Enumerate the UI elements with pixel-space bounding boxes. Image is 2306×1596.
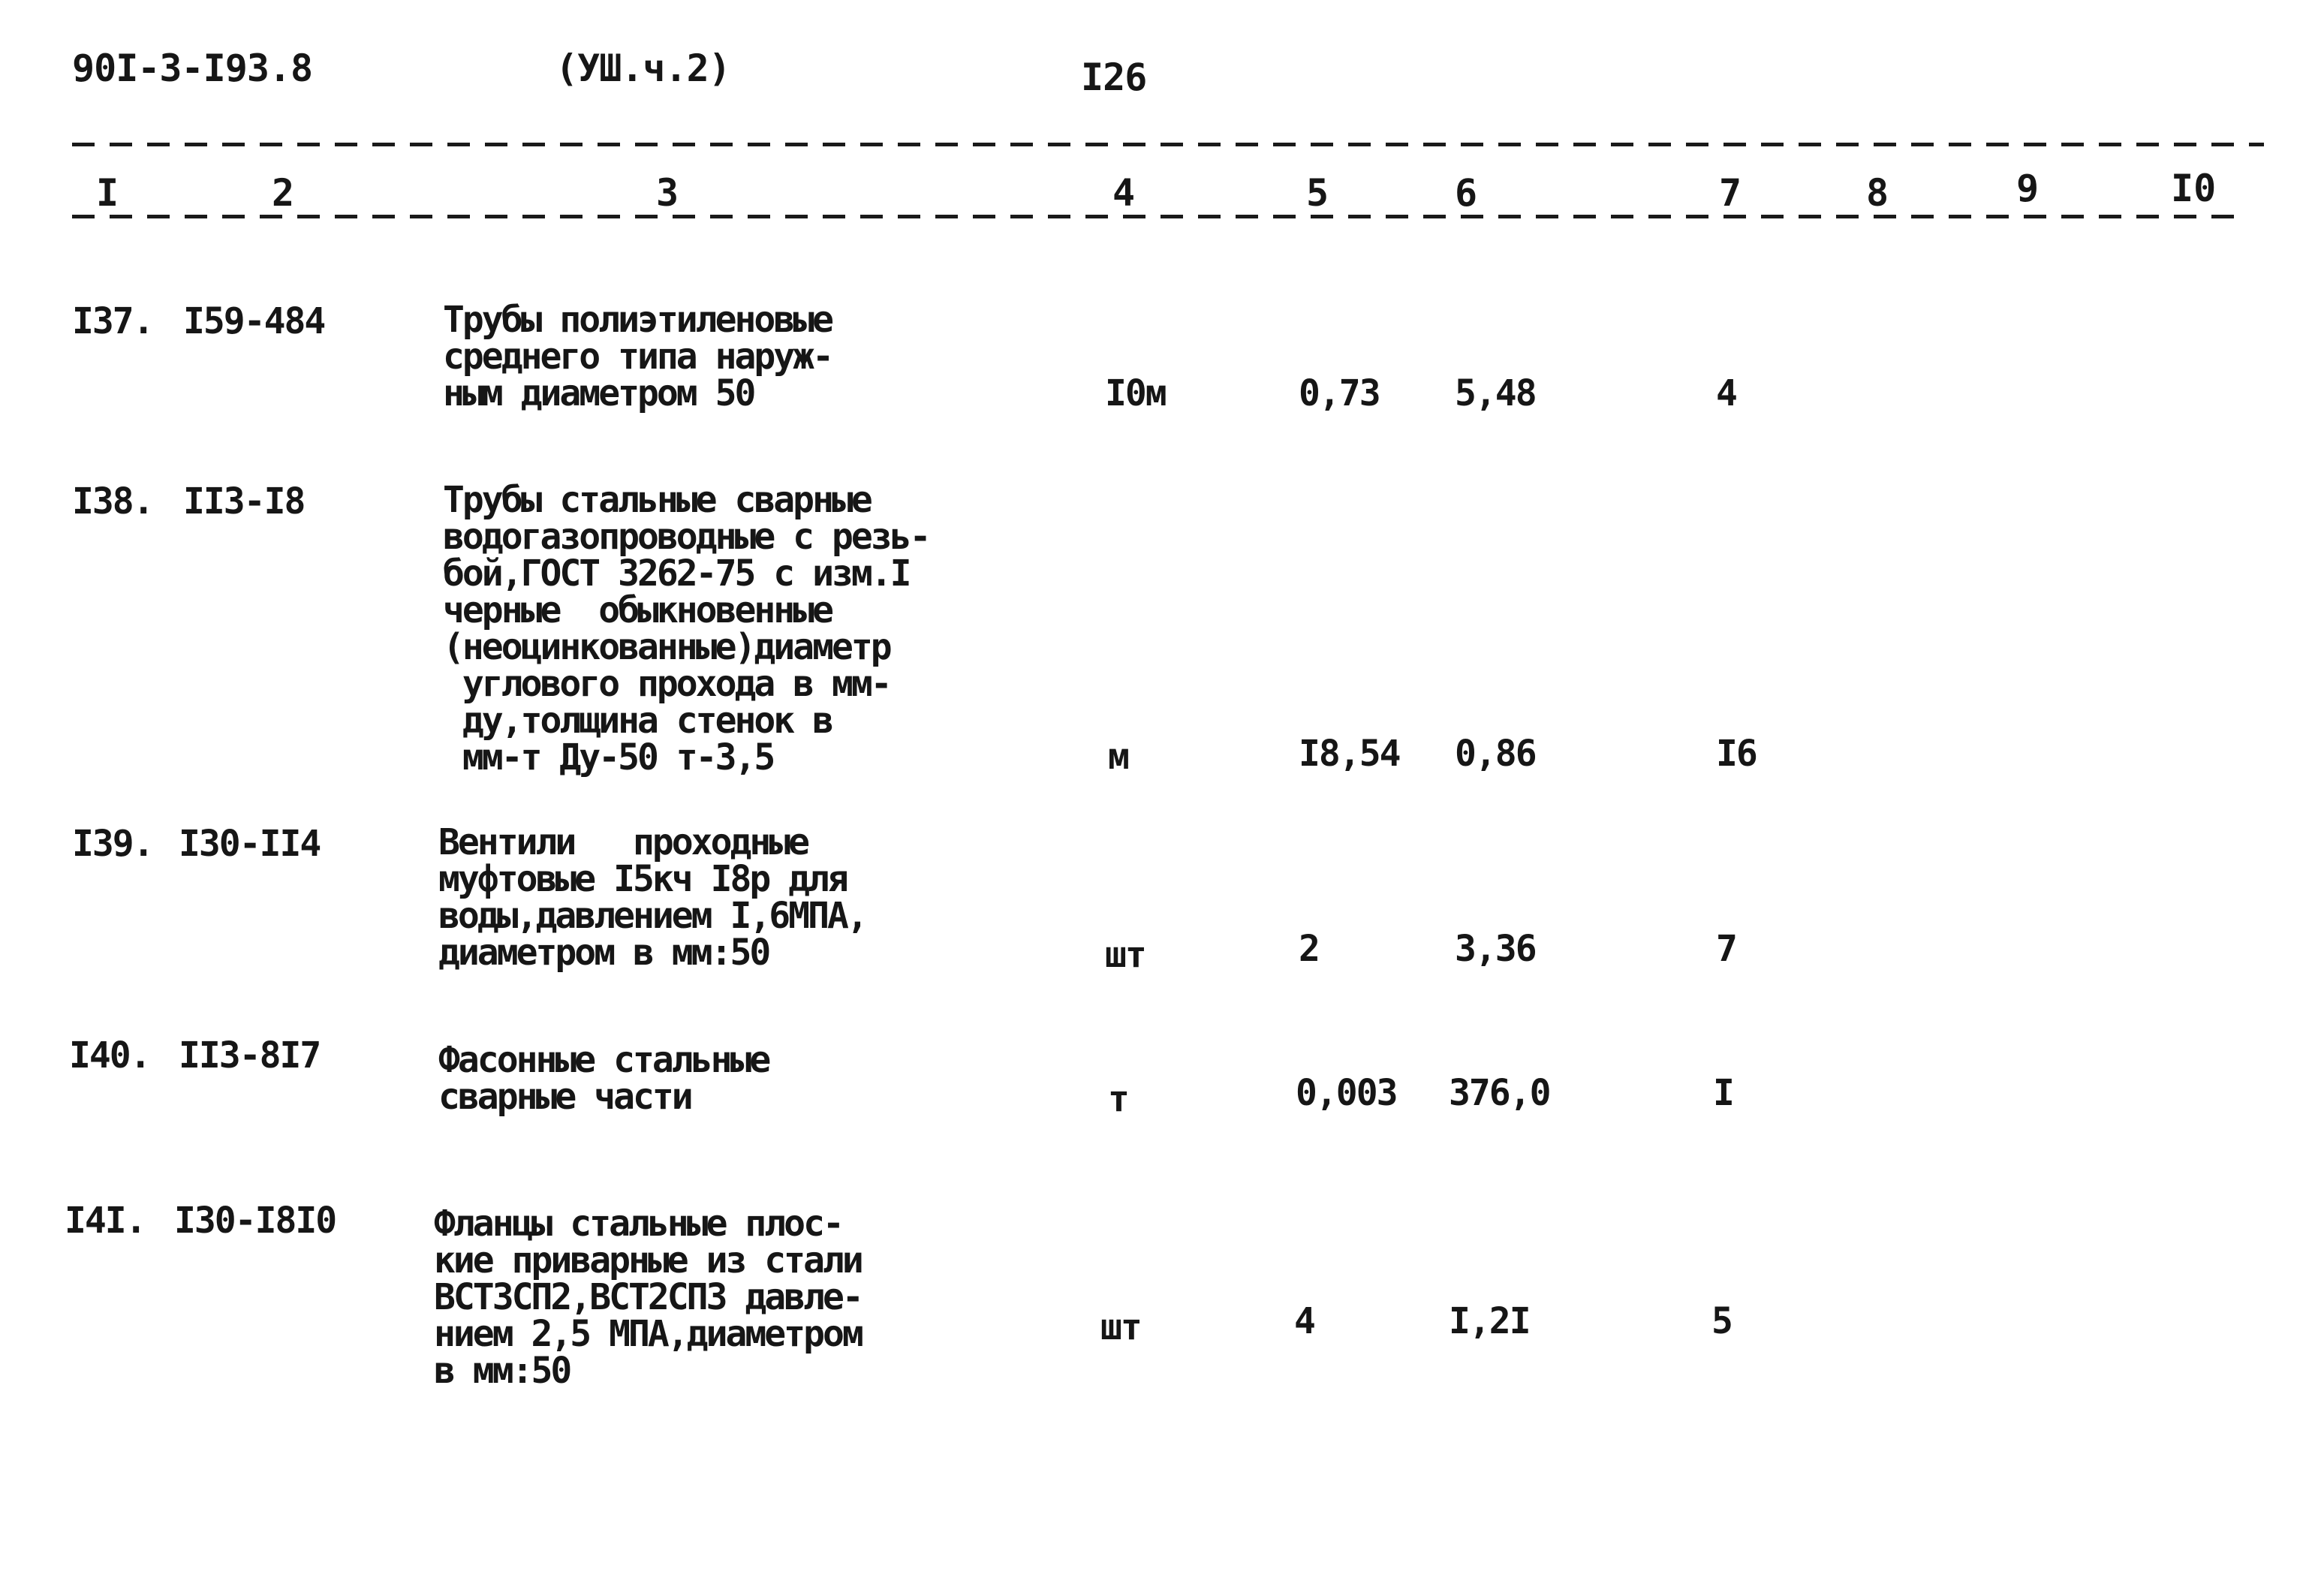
bottom-dashed-rule [72, 215, 2249, 218]
item-description: Фланцы стальные плос- кие приварные из стали ВСТ3СП2,ВСТ2СП3 давле- нием 2,5 МПА,диаметром в мм:50 [434, 1203, 862, 1392]
unit-price: 5,48 [1455, 372, 1536, 414]
unit: м [1108, 736, 1128, 778]
top-dashed-rule [72, 143, 2264, 146]
row-number: I4I. [65, 1200, 146, 1242]
total-cost: 7 [1716, 928, 1736, 970]
quantity: I8,54 [1299, 733, 1400, 775]
total-cost: 4 [1716, 372, 1736, 414]
price-code: II3-8I7 [179, 1034, 321, 1077]
total-cost: I [1713, 1072, 1733, 1114]
quantity: 0,73 [1299, 372, 1380, 414]
row-number: I40. [69, 1034, 150, 1077]
document-code: 90I-3-I93.8 [72, 47, 313, 90]
row-number: I38. [72, 480, 153, 522]
unit-price: 0,86 [1455, 733, 1536, 775]
total-cost: 5 [1711, 1300, 1732, 1342]
column-number: 2 [272, 171, 295, 215]
page-number: I26 [1081, 56, 1147, 99]
row-number: I39. [72, 823, 153, 865]
item-description: Трубы стальные сварные водогазопроводные с резь- бой,ГОСТ 3262-75 с изм.I черные обыкновенные (неоцинкованные)диаметр углового прохода в мм- ду,толщина стенок в мм-т Ду-50 т-3,5 [443, 479, 929, 778]
unit: шт [1100, 1306, 1141, 1348]
price-code: II3-I8 [183, 480, 305, 522]
column-number: 5 [1306, 171, 1329, 215]
price-code: I30-I8I0 [174, 1200, 336, 1242]
column-number: 9 [2016, 167, 2040, 210]
item-description: Вентили проходные муфтовые I5кч I8р для воды,давлением I,6МПА, диаметром в мм:50 [438, 821, 866, 974]
unit-price: 376,0 [1449, 1072, 1550, 1114]
unit: т [1108, 1078, 1128, 1120]
column-number: I [96, 171, 119, 215]
column-number: 8 [1866, 171, 1889, 215]
unit-price: I,2I [1449, 1300, 1530, 1342]
column-number: 3 [656, 171, 679, 215]
unit: I0м [1105, 372, 1166, 414]
item-description: Фасонные стальные сварные части [438, 1039, 769, 1118]
quantity: 2 [1299, 928, 1319, 970]
item-description: Трубы полиэтиленовые среднего типа наруж- ным диаметром 50 [443, 299, 832, 414]
column-number: 7 [1719, 171, 1742, 215]
unit-price: 3,36 [1455, 928, 1536, 970]
total-cost: I6 [1716, 733, 1757, 775]
column-number: 6 [1455, 171, 1478, 215]
document-part: (УШ.ч.2) [555, 47, 730, 90]
unit: шт [1105, 934, 1145, 976]
row-number: I37. [72, 300, 153, 342]
quantity: 4 [1294, 1300, 1314, 1342]
quantity: 0,003 [1296, 1072, 1397, 1114]
column-number: I0 [2171, 167, 2217, 210]
column-number: 4 [1112, 171, 1136, 215]
price-code: I30-II4 [179, 823, 321, 865]
price-code: I59-484 [183, 300, 325, 342]
